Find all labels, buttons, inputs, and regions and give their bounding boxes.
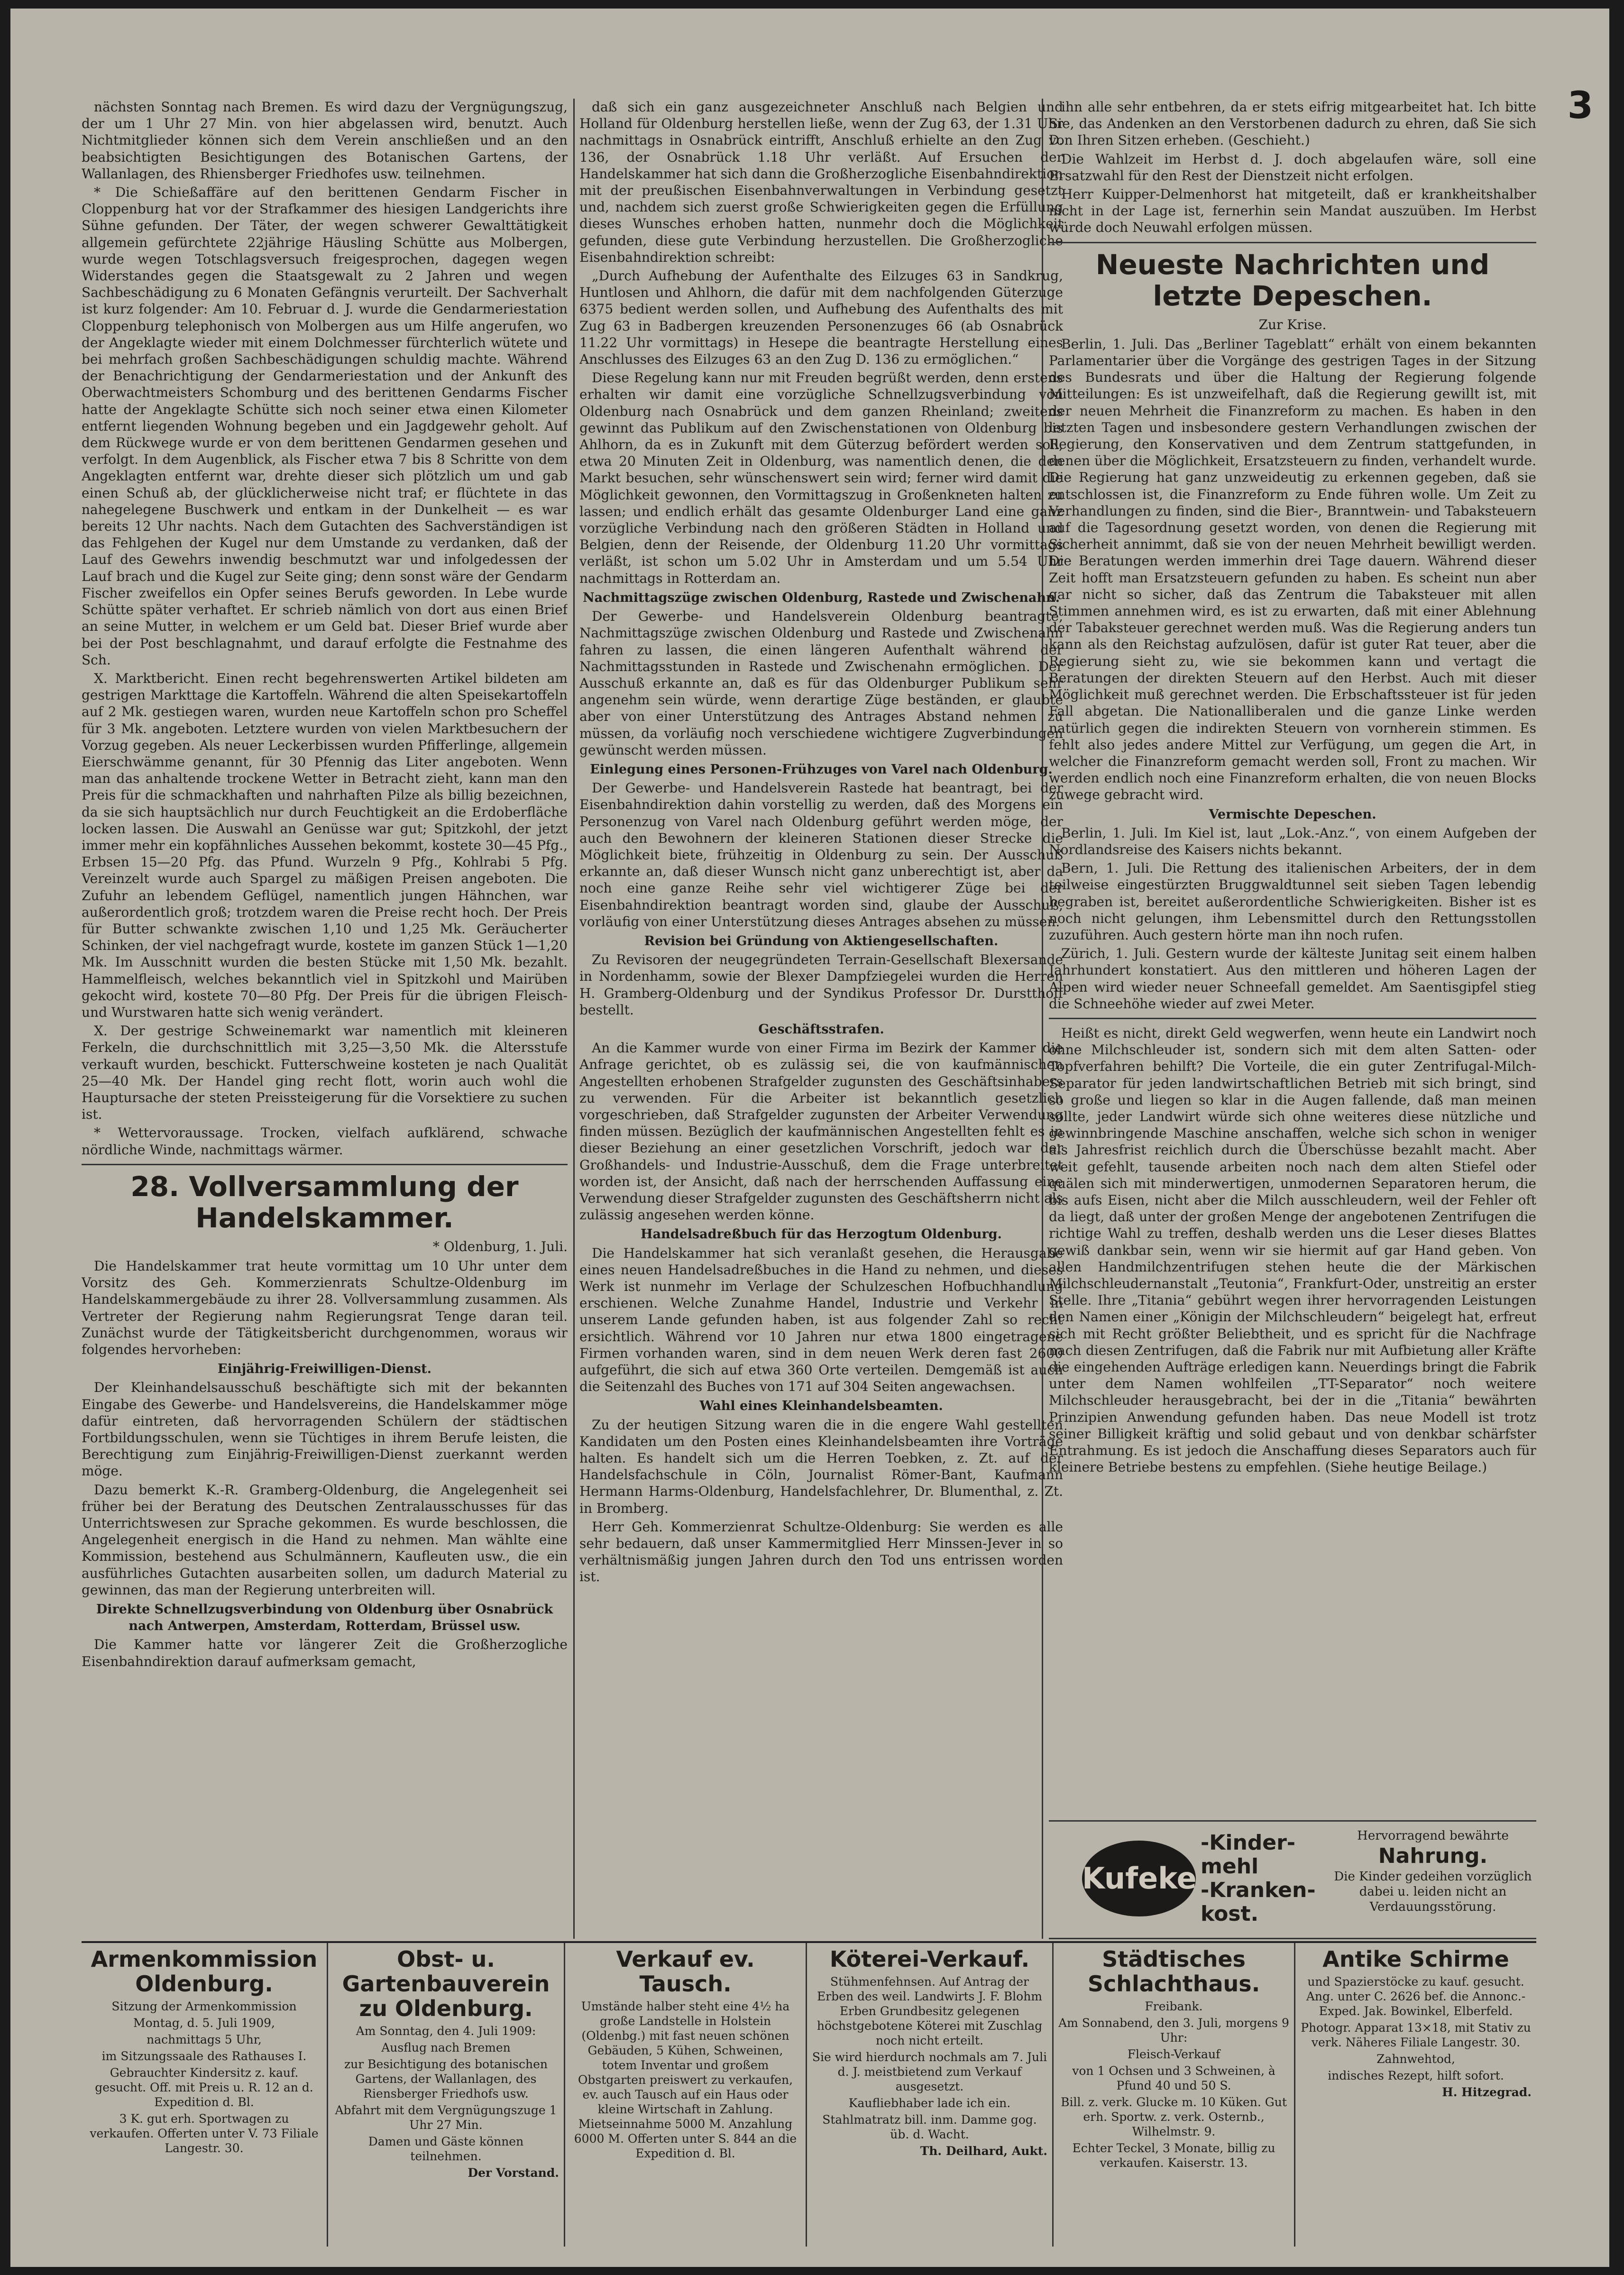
article-intro xyxy=(82,1258,568,1358)
paragraph: Berlin, 1. Juli. Das „Berliner Tageblatt“ erhält von einem bekannten Parlamentarier über die Vorgänge des gestrigen Tages in der Sitzung des Bundesrats und über die Haltung der Regierung folgende Mitteilungen: Es ist unzweifelhaft, daß die Regierung gewillt ist, mit der neuen Mehrheit die Finanzreform zu machen. Es haben in den letzten Tagen und insbesondere gestern Verhandlungen zwischen der Regierung, den Konservativen und dem Zentrum stattgefunden, in denen über die Möglichkeit, Ersatzsteuern zu finden, verhandelt wurde. Die Regierung hat ganz unzweideutig zu erkennen gegeben, daß sie entschlossen ist, die Finanzreform zu Ende führen wolle. Um Zeit zu Verhandlungen zu finden, sind die Bier-, Branntwein- und Tabaksteuern auf die Tagesordnung gesetzt worden, von denen die Regierung mit Sicherheit annimmt, daß sie von der neuen Mehrheit bewilligt werden. Die Beratungen werden immerhin drei Tage dauern. Während dieser Zeit hofft man Ersatzsteuern gefunden zu haben. Es scheint nun aber gar nicht so sicher, daß das Zentrum die Tabaksteuer mit allen Stimmen annehmen wird, es ist zu erwarten, daß mit einer Ablehnung der Tabaksteuer gerechnet werden muß. Was die Regierung anders tun kann als den Reichstag aufzulösen, dafür ist guter Rat teuer, aber die Regierung sieht zu, wie sie bekommen kann und vertagt die Beratungen der direkten Steuern auf den Herbst. Auch mit dieser Möglichkeit muß gerechnet werden. Die Erbschaftssteuer ist für jeden Fall abgetan. Die Nationalliberalen und die ganze Linke werden natürlich gegen die indirekten Steuern von vornherein stimmen. Es fehlt also jedes andere Mittel zur Verfügung, um gegen die Art, in welcher die Finanzreform gemacht werden soll, Front zu machen. Wir werden endlich noch eine Finanzreform erhalten, die von neuen Blocks zuwege gebracht wird. xyxy=(1049,336,1536,803)
ad-line: Stahlmatratz bill. inm. Damme gog. üb. d. Wacht. xyxy=(822,2113,1037,2141)
section-heading: Direkte Schnellzugsverbindung von Oldenburg über Osnabrück nach Antwerpen, Amsterdam, Rotterdam, Brüssel usw. xyxy=(96,1602,553,1634)
article-section xyxy=(579,99,1063,587)
article-section xyxy=(579,1245,1063,1395)
section-heading: Einlegung eines Personen-Frühzuges von Varel nach Oldenburg. xyxy=(590,762,1053,777)
dateline: * Oldenburg, 1. Juli. xyxy=(432,1238,568,1254)
ad-antike-schirme xyxy=(1295,1943,1536,2247)
kufeke-text-bottom xyxy=(1201,1879,1316,1926)
ad-line: Montag, d. 5. Juli 1909, xyxy=(133,2016,275,2030)
column-2 xyxy=(579,99,1063,1939)
section-heading: Revision bei Gründung von Aktiengesellschaften. xyxy=(644,933,999,949)
paragraph: Die Kammer hatte vor längerer Zeit die Großherzogliche Eisenbahndirektion darauf aufmerksam gemacht, xyxy=(82,1637,568,1669)
paragraph: X. Der gestrige Schweinemarkt war namentlich mit kleineren Ferkeln, die durchschnittlich mit 3,25—3,50 Mk. die Altersstufe verkauft wurden, beschickt. Futterschweine kosteten je nach Qualität 25—40 Mk. Der Handel ging recht flott, worin auch wohl die Hauptursache der steten Preissteigerung für die Vorsektiere zu suchen ist. xyxy=(82,1023,568,1123)
paragraph: Der Gewerbe- und Handelsverein Oldenburg beantragte, Nachmittagszüge zwischen Oldenburg und Rastede und Zwischenahn fahren zu lassen, die einen längeren Aufenthalt während der Nachmittagsstunden in Rastede und Zwischenahn ermöglichen. Der Ausschuß erkannte an, daß es für das Oldenburger Publikum sehr angenehm sein würde, wenn derartige Züge beständen, er glaubte aber von einer Unterstützung des Antrages Abstand nehmen zu müssen, da vorläufig noch verschiedene wichtigere Zugverbindungen gewünscht werden müssen. xyxy=(579,608,1063,758)
section-heading: Vermischte Depeschen. xyxy=(1209,807,1376,822)
paragraph: Zu Revisoren der neugegründeten Terrain-Gesellschaft Blexersande in Nordenhamm, sowie der Blexer Dampfziegelei wurden die Herren H. Gramberg-Oldenburg und der Syndikus Professor Dr. Durstthoff bestellt. xyxy=(579,952,1063,1018)
paragraph: Der Kleinhandelsausschuß beschäftigte sich mit der bekannten Eingabe des Gewerbe- und Handelsvereins, die Handelskammer möge dafür eintreten, daß hervorragenden Schülern der städtischen Fortbildungsschulen, wenn sie Tüchtiges in ihrem Berufe leisten, die Berechtigung zum Einjährig-Freiwilligen-Dienst zuerkannt werden möge. xyxy=(82,1380,568,1479)
ad-line: Ausflug nach Bremen xyxy=(381,2041,511,2054)
paragraph: Bern, 1. Juli. Die Rettung des italienischen Arbeiters, der in dem teilweise eingestürzten Bruggwaldtunnel seit sieben Tagen lebendig begraben ist, bereitet außerordentliche Schwierigkeiten. Bisher ist es noch nicht gelungen, ihm Lebensmittel durch den Rettungsstollen zuzuführen. Auch gestern hörte man ihn noch rufen. xyxy=(1049,860,1536,943)
article-section xyxy=(1049,825,1536,1012)
ad-title: Antike Schirme xyxy=(1322,1946,1509,1972)
column-1 xyxy=(82,99,568,1939)
paragraph: Die Handelskammer trat heute vormittag um 10 Uhr unter dem Vorsitz des Geh. Kommerzienrats Schultze-Oldenburg im Handelskammergebäude zu ihrer 28. Vollversammlung zusammen. Als Vertreter der Regierung nahm Regierungsrat Tenge daran teil. Zunächst wurde der Tätigkeitsbericht durchgenommen, woraus wir folgendes hervorheben: xyxy=(82,1258,568,1358)
ad-title: Verkauf ev. Tausch. xyxy=(616,1946,755,1997)
article-section xyxy=(579,780,1063,930)
section-heading: Handelsadreßbuch für das Herzogtum Oldenburg. xyxy=(641,1227,1002,1242)
ad-line: nachmittags 5 Uhr, xyxy=(147,2033,262,2046)
article-section xyxy=(82,1636,568,1669)
paragraph: ihn alle sehr entbehren, da er stets eifrig mitgearbeitet hat. Ich bitte Sie, das Andenken an den Verstorbenen dadurch zu ehren, daß Sie sich von Ihren Sitzen erheben. (Geschieht.) xyxy=(1049,99,1536,148)
kufeke-text-top xyxy=(1201,1831,1295,1879)
article-section xyxy=(1049,336,1536,803)
ad-line: Sie wird hierdurch nochmals am 7. Juli d. J. meistbietend zum Verkauf ausgesetzt. xyxy=(812,2050,1047,2093)
classified-ads xyxy=(82,1941,1536,2247)
section-heading: Einjährig-Freiwilligen-Dienst. xyxy=(218,1362,431,1377)
ad-line: Am Sonntag, den 4. Juli 1909: xyxy=(356,2024,536,2038)
section-heading: Nachmittagszüge zwischen Oldenburg, Rastede und Zwischenahn. xyxy=(582,590,1060,605)
ad-line: 3 K. gut erh. Sportwagen zu verkaufen. Offerten unter V. 73 Filiale Langestr. 30. xyxy=(90,2112,319,2155)
ad-verkauf-tausch xyxy=(565,1943,807,2247)
column-3 xyxy=(1049,99,1536,1811)
paragraph: Die Handelskammer hat sich veranlaßt gesehen, die Herausgabe eines neuen Handelsadreßbuches in die Hand zu nehmen, und dieses Werk ist nunmehr im Verlage der Schulzeschen Hofbuchhandlung erschienen. Welche Zunahme Handel, Industrie und Verkehr in unserem Lande gefunden haben, ist aus folgender Zahl so recht ersichtlich. Während vor 10 Jahren nur etwa 1800 eingetragene Firmen vorhanden waren, sind in dem neuen Werk deren fast 2600 aufgeführt, die sich auf etwa 360 Orte verteilen. Demgemäß ist auch die Seitenzahl des Buches von 171 auf 304 Seiten angewachsen. xyxy=(579,1245,1063,1395)
section-heading: Geschäftsstrafen. xyxy=(758,1022,884,1037)
ad-line: Kaufliebhaber lade ich ein. xyxy=(848,2096,1011,2110)
paragraph: * Die Schießaffäre auf den berittenen Gendarm Fischer in Cloppenburg hat vor der Strafkammer des hiesigen Landgerichts ihre Sühne gefunden. Der Täter, der wegen schwerer Gewalttätigkeit allgemein gefürchtete 22jährige Häusling Schütte aus Molbergen, wurde wegen Totschlagsversuch freigesprochen, dagegen wegen Widerstandes gegen die Staatsgewalt zu 2 Jahren und wegen Sachbeschädigung zu 6 Monaten Gefängnis verurteilt. Der Sachverhalt ist kurz folgender: Am 10. Februar d. J. wurde die Gendarmeriestation Cloppenburg telephonisch von Molbergen aus um Hilfe angerufen, wo der Angeklagte wieder mit einem Dolchmesser fürchterlich wütete und bei mehrfach großen Sachbeschädigungen schuldig machte. Während der Benachrichtigung der Gendarmeriestation und der Ankunft des Oberwachtmeisters Schomburg und des berittenen Gendarms Fischer hatte der Angeklagte Schütte sich noch seiner etwa einen Kilometer entfernt liegenden Wohnung begeben und ein Jagdgewehr geholt. Auf dem Rückwege wurde er von dem berittenen Gendarmen gesehen und verfolgt. In dem Augenblick, als Fischer etwa 7 bis 8 Schritte von dem Angeklagten entfernt war, drehte dieser sich plötzlich um und gab einen Schuß ab, der glücklicherweise nicht traf; er flüchtete in das nahegelegene Buschwerk und entkam in der Dunkelheit — es war bereits 12 Uhr nachts. Nach dem Gutachten des Sachverständigen ist das Fehlgehen der Kugel nur dem Umstande zu verdanken, daß der Lauf des Gewehrs inwendig beschmutzt war und infolgedessen der Lauf brach und die Kugel zur Seite ging; denn sonst wäre der Gendarm Fischer zweifellos ein Opfer seines Berufs geworden. In Lebe wurde Schütte später verhaftet. Er schrieb nämlich von dort aus einen Brief an seine Mutter, in welchem er um Geld bat. Dieser Brief wurde aber bei der Post beschlagnahmt, und darauf erfolgte die Festnahme des Sch. xyxy=(82,184,568,668)
column-rule xyxy=(573,99,575,1939)
ad-line: Am Sonnabend, den 3. Juli, morgens 9 Uhr: xyxy=(1058,2016,1289,2045)
newspaper-page xyxy=(10,9,1609,2267)
article-section xyxy=(579,608,1063,758)
ad-signature: Der Vorstand. xyxy=(468,2166,559,2180)
news-heading: Neueste Nachrichten und letzte Depeschen. xyxy=(1095,248,1490,312)
paragraph: nächsten Sonntag nach Bremen. Es wird dazu der Vergnügungszug, der um 1 Uhr 27 Min. von hier abgelassen wird, benutzt. Auch Nichtmitglieder können sich dem Verein anschließen und an den beabsichtigten Besichtigungen des Botanischen Gartens, der Wallanlagen, des Rhiensberger Friedhofes usw. teilnehmen. xyxy=(82,99,568,182)
ad-line: zur Besichtigung des botanischen Gartens, der Wallanlagen, des Riensberger Friedhofs usw. xyxy=(344,2057,548,2100)
paragraph: Dazu bemerkt K.-R. Gramberg-Oldenburg, die Angelegenheit sei früher bei der Beratung des Deutschen Zentralausschusses für das Unterrichtswesen zur Sprache gekommen. Es wurde beschlossen, die Angelegenheit energisch in die Hand zu nehmen. Man wählte eine Kommission, bestehend aus Schulmännern, Kaufleuten usw., die ein ausführliches Gutachten ausarbeiten sollen, um dadurch Material zu gewinnen, das man der Regierung unterbreiten will. xyxy=(82,1482,568,1598)
kufeke-claim xyxy=(1333,1828,1532,1915)
ad-line: Sitzung der Armenkommission xyxy=(111,1999,297,2013)
ad-line: indisches Rezept, hilft sofort. xyxy=(1328,2069,1504,2082)
paragraph: daß sich ein ganz ausgezeichneter Anschluß nach Belgien und Holland für Oldenburg herstellen ließe, wenn der Zug 63, der 1.31 Uhr nachmittags in Osnabrück eintrifft, Anschluß erhielte an den Zug D. 136, der Osnabrück 1.18 Uhr verläßt. Auf Ersuchen der Handelskammer hat sich dann die Großherzogliche Eisenbahndirektion mit der preußischen Eisenbahnverwaltungen in Verbindung gesetzt und, nachdem sich zuerst große Schwierigkeiten gegen die Erfüllung dieses Wunsches erhoben hatten, nunmehr doch die Möglichkeit gefunden, diese gute Verbindung herzustellen. Die Großherzogliche Eisenbahndirektion schreibt: xyxy=(579,99,1063,265)
column-1-paragraphs xyxy=(82,99,568,1158)
article-section xyxy=(579,1417,1063,1585)
paragraph: Herr Geh. Kommerzienrat Schultze-Oldenburg: Sie werden es alle sehr bedauern, daß unser Kammermitglied Herr Minssen-Jever in so verhältnismäßig jungen Jahren durch den Tod uns entrissen worden ist. xyxy=(579,1519,1063,1585)
ad-line: im Sitzungssaale des Rathauses I. xyxy=(101,2049,307,2063)
article-section xyxy=(579,951,1063,1018)
section-heading: Wahl eines Kleinhandelsbeamten. xyxy=(699,1399,943,1414)
kufeke-ad xyxy=(1049,1820,1536,1939)
ad-line: Zahnwehtod, xyxy=(1376,2052,1455,2066)
ad-armenkommission xyxy=(82,1943,328,2247)
ad-title: Obst- u. Gartenbauverein zu Oldenburg. xyxy=(342,1946,550,2021)
divider xyxy=(82,1164,568,1165)
article-section xyxy=(1049,99,1536,236)
paragraph: Diese Regelung kann nur mit Freuden begrüßt werden, denn erstens erhalten wir damit eine vorzügliche Schnellzugsverbindung von Oldenburg nach Osnabrück und dem ganzen Rheinland; zweitens gewinnt das Publikum auf den Zwischenstationen von Oldenburg bis Ahlhorn, da es in Zukunft mit dem Güterzug befördert werden soll, etwa 20 Minuten Zeit in Oldenburg, was namentlich denen, die den Markt besuchen, sehr wünschenswert sein wird; ferner wird damit die Möglichkeit gewonnen, den Vormittagszug in Großenkneten halten zu lassen; und endlich erhält das gesamte Oldenburger Land eine ganz vorzügliche Verbindung nach den größeren Städten in Holland und Belgien, denn der Reisende, der Oldenburg 11.20 Uhr vormittags verläßt, ist schon um 5.02 Uhr in Amsterdam und um 5.54 Uhr nachmittags in Rotterdam an. xyxy=(579,370,1063,586)
ad-line: Umstände halber steht eine 4½ ha große Landstelle in Holstein (Oldenbg.) mit fast neuen schönen Gebäuden, 5 Kühen, Schweinen, totem Inventar und großem Obstgarten preiswert zu verkaufen, ev. auch Tausch auf ein Haus oder kleine Wirtschaft in Zahlung. Mietseinnahme 5000 M. Anzahlung 6000 M. Offerten unter S. 844 an die Expedition d. Bl. xyxy=(574,1999,797,2160)
ad-line: Gebrauchter Kindersitz z. kauf. gesucht. Off. mit Preis u. R. 12 an d. Expedition d. Bl. xyxy=(95,2066,313,2109)
ad-line: Stühmenfehnsen. Auf Antrag der Erben des weil. Landwirts J. F. Blohm Erben Grundbesitz gelegenen höchstgebotene Köterei mit Zuschlag noch nicht erteilt. xyxy=(817,1975,1043,2047)
paragraph: Zu der heutigen Sitzung waren die in die engere Wahl gestellten Kandidaten um den Posten eines Kleinhandelsbeamten ihre Vorträge halten. Es handelt sich um die Herren Toebken, z. Zt. auf der Handelsfachschule in Cöln, Journalist Römer-Bant, Kaufmann Hermann Harms-Oldenburg, Handelsfachlehrer, Dr. Blumenthal, z. Zt. in Bromberg. xyxy=(579,1417,1063,1516)
paragraph: Heißt es nicht, direkt Geld wegwerfen, wenn heute ein Landwirt noch ohne Milchschleuder ist, sondern sich mit dem alten Satten- oder Topfverfahren behilft? Die Vorteile, die ein guter Zentrifugal-Milch-Separator für jeden landwirtschaftlichen Betrieb mit sich bringt, sind so große und liegen so klar in die Augen fallende, daß man meinen sollte, jeder Landwirt würde sich ohne weiteres diese nützliche und gewinnbringende Maschine anschaffen, welche sich schon in weniger als Jahresfrist reichlich durch die Überschüsse bezahlt macht. Aber weit gefehlt, tausende arbeiten noch nach dem alten Stiefel oder quälen sich mit minderwertigen, unmodernen Separatoren herum, die bis aufs Eisen, nicht aber die Milch ausschleudern, weil der Fehler oft da liegt, daß unter der großen Menge der angebotenen Zentrifugen die richtige Wahl zu treffen, deshalb werden uns die Leser dieses Blattes gewiß dankbar sein, wenn wir sie hiermit auf gar Hand geben. Von allen Handmilchzentrifugen stehen heute die der Märkischen Milchschleudernanstalt „Teutonia“, Frankfurt-Oder, unstreitig an erster Stelle. Ihre „Titania“ gebührt wegen ihrer hervorragenden Leistungen den Namen einer „Königin der Milchschleudern“ beigelegt hat, erfreut sich mit Recht größter Beliebtheit, und es spricht für die Nachfrage nach diesen Zentrifugen, daß die Fabrik nur mit Aufbietung aller Kräfte die eingehenden Aufträge erledigen kann. Neuerdings bringt die Fabrik unter dem Namen wohlfeilen „TT-Separator“ noch weitere Milchschleuder herausgebracht, bei der in die „Titania“ bewährten Prinzipien Anwendung gefunden haben. Das neue Modell ist trotz seiner Billigkeit kräftig und solid gebaut und von denkbar schärfster Entrahmung. Es ist jedoch die Anschaffung dieses Separators auch für kleinere Betriebe bestens zu empfehlen. (Siehe heutige Beilage.) xyxy=(1049,1025,1536,1475)
kufeke-line: kost. xyxy=(1201,1902,1259,1926)
ad-schlachthaus xyxy=(1054,1943,1295,2247)
paragraph: „Durch Aufhebung der Aufenthalte des Eilzuges 63 in Sandkrug, Huntlosen und Ahlhorn, die dafür mit dem nachfolgenden Güterzuge 6375 bedient werden sollen, und Aufhebung des Aufenthalts des mit Zug 63 in Badbergen kreuzenden Personenzuges 66 (ab Osnabrück 11.22 Uhr vormittags) in Hesepe die beantragte Herstellung eines Anschlusses des Eilzuges 63 an den Zug D. 136 zu ermöglichen.“ xyxy=(579,268,1063,368)
ad-gartenbauverein xyxy=(328,1943,565,2247)
ad-title: Armenkommission Oldenburg. xyxy=(91,1946,318,1997)
section-heading: Zur Krise. xyxy=(1258,316,1327,332)
paragraph: X. Marktbericht. Einen recht begehrenswerten Artikel bildeten am gestrigen Markttage die Kartoffeln. Während die alten Speisekartoffeln auf 2 Mk. gestiegen waren, wurden neue Kartoffeln schon pro Scheffel für 3 Mk. angeboten. Letztere wurden von vielen Marktbesuchern der Vorzug gegeben. Als neuer Leckerbissen wurden Pfifferlinge, allgemein Eierschwämme genannt, für 30 Pfennig das Liter angeboten. Wenn man das anhaltende trockene Wetter in Betracht zieht, kann man den Preis für die schmackhaften und nahrhaften Pilze als billig bezeichnen, da sie sich hauptsächlich nur durch Feuchtigkeit an die Erdoberfläche locken lassen. Die Auswahl an Genüsse war gut; Spitzkohl, der jetzt immer mehr ein kopfähnliches Aussehen bekommt, kostete 30—45 Pfg., Erbsen 15—20 Pfg. das Pfund. Wurzeln 9 Pfg., Kohlrabi 5 Pfg. Vereinzelt wurde auch Spargel zu mäßigen Preisen angeboten. Die Zufuhr an lebendem Geflügel, namentlich jungen Hähnchen, war außerordentlich groß; trotzdem waren die Preise recht hoch. Der Preis für Butter schwankte zwischen 1,10 und 1,25 Mk. Geräucherter Schinken, der viel nachgefragt wurde, kostete im ganzen Stück 1—1,20 Mk. Im Ausschnitt wurden die besten Stücke mit 1,50 Mk. bezahlt. Hammelfleisch, welches bekanntlich viel in Spitzkohl und Mairüben gekocht wird, kostete 70—80 Pfg. Der Preis für die übrigen Fleisch- und Wurstwaren hatte sich wenig verändert. xyxy=(82,670,568,1020)
paragraph: Zürich, 1. Juli. Gestern wurde der kälteste Junitag seit einem halben Jahrhundert konstatiert. Aus den mittleren und höheren Lagen der Alpen wird wieder neuer Schneefall gemeldet. Am Saentisgipfel stieg die Schneehöhe wieder auf zwei Meter. xyxy=(1049,946,1536,1012)
divider xyxy=(1049,1018,1536,1019)
kufeke-line: -Kranken- xyxy=(1201,1878,1316,1902)
article-section xyxy=(82,1379,568,1598)
article-heading: 28. Vollversammlung der Handelskammer. xyxy=(130,1170,519,1234)
ad-signature: H. Hitzegrad. xyxy=(1442,2085,1532,2099)
kufeke-line: -Kinder- xyxy=(1201,1831,1296,1855)
article-section xyxy=(579,1040,1063,1223)
ad-line: Freibank. xyxy=(1145,1999,1203,2013)
kufeke-claim-title: Nahrung. xyxy=(1378,1844,1488,1868)
ad-line: Bill. z. verk. Glucke m. 10 Küken. Gut erh. Sportw. z. verk. Osternb., Wilhelmstr. 9. xyxy=(1061,2095,1287,2138)
page-number: 3 xyxy=(1567,84,1593,127)
paragraph: Die Wahlzeit im Herbst d. J. doch abgelaufen wäre, soll eine Ersatzwahl für den Rest der Dienstzeit nicht erfolgen. xyxy=(1049,151,1536,184)
paragraph: Berlin, 1. Juli. Im Kiel ist, laut „Lok.-Anz.“, von einem Aufgeben der Nordlandsreise des Kaisers nichts bekannt. xyxy=(1049,825,1536,857)
kufeke-claim-line: Hervorragend bewährte xyxy=(1357,1829,1509,1843)
ad-line: Echter Teckel, 3 Monate, billig zu verkaufen. Kaiserstr. 13. xyxy=(1072,2141,1275,2170)
ad-line: von 1 Ochsen und 3 Schweinen, à Pfund 40 und 50 S. xyxy=(1072,2064,1275,2092)
ad-title: Köterei-Verkauf. xyxy=(829,1946,1030,1972)
ad-line: Damen und Gäste können teilnehmen. xyxy=(368,2135,524,2163)
ad-koeterei-verkauf xyxy=(807,1943,1054,2247)
paragraph: Der Gewerbe- und Handelsverein Rastede hat beantragt, bei der Eisenbahndirektion dahin vorstellig zu werden, daß des Morgens ein Personenzug von Varel nach Oldenburg geführt werden möge, der auch den Bewohnern der kleineren Stationen dieser Strecke die Möglichkeit biete, frühzeitig in Oldenburg zu sein. Der Ausschuß erkannte an, daß dieser Wunsch nicht ganz unberechtigt ist, aber da noch eine ganze Reihe sehr viel wichtigerer Züge bei der Eisenbahndirektion beantragt worden sind, glaube der Ausschuß, vorläufig von einer Unterstützung dieses Antrages absehen zu müssen. xyxy=(579,780,1063,930)
ad-signature: Th. Deilhard, Aukt. xyxy=(920,2144,1047,2158)
kufeke-claim-line: Die Kinder gedeihen vorzüglich dabei u. leiden nicht an Verdauungsstörung. xyxy=(1334,1870,1532,1914)
ad-line: Photogr. Apparat 13×18, mit Stativ zu verk. Näheres Filiale Langestr. 30. xyxy=(1301,2021,1531,2049)
paragraph: Herr Kuipper-Delmenhorst hat mitgeteilt, daß er krankheitshalber nicht in der Lage ist, fernerhin sein Mandat auszuüben. Im Herbst würde doch Neuwahl erfolgen müssen. xyxy=(1049,186,1536,236)
divider xyxy=(1049,242,1536,243)
kufeke-line: mehl xyxy=(1201,1854,1259,1879)
ad-line: und Spazierstöcke zu kauf. gesucht. Ang. unter C. 2626 bef. die Annonc.-Exped. Jak. Bowinkel, Elberfeld. xyxy=(1306,1975,1526,2018)
paragraph: * Wettervoraussage. Trocken, vielfach aufklärend, schwache nördliche Winde, nachmittags wärmer. xyxy=(82,1125,568,1158)
paragraph: An die Kammer wurde von einer Firma im Bezirk der Kammer die Anfrage gerichtet, ob es zulässig sei, die von kaufmännischen Angestellten erhobenen Strafgelder zugunsten des Geschäftsinhabers zu verwenden. Für die Arbeiter ist bekanntlich gesetzlich vorgeschrieben, daß Strafgelder zugunsten der Arbeiter Verwendung finden müssen. Bezüglich der kaufmännischen Angestellten fehlt es in dieser Beziehung an einer gesetzlichen Vorschrift, jedoch war der Großhandels- und Industrie-Ausschuß, dem die Frage unterbreitet worden ist, der Ansicht, daß nach der herrschenden Auffassung eine Verwendung dieser Strafgelder zugunsten des Geschäftsherrn nicht als zulässig angesehen werden könne. xyxy=(579,1040,1063,1223)
kufeke-logo: Kufeke xyxy=(1082,1841,1196,1916)
advertorial-text xyxy=(1049,1025,1536,1475)
ad-title: Städtisches Schlachthaus. xyxy=(1087,1946,1260,1997)
ad-line: Abfahrt mit dem Vergnügungszuge 1 Uhr 27 Min. xyxy=(335,2103,557,2132)
ad-line: Fleisch-Verkauf xyxy=(1127,2047,1220,2061)
